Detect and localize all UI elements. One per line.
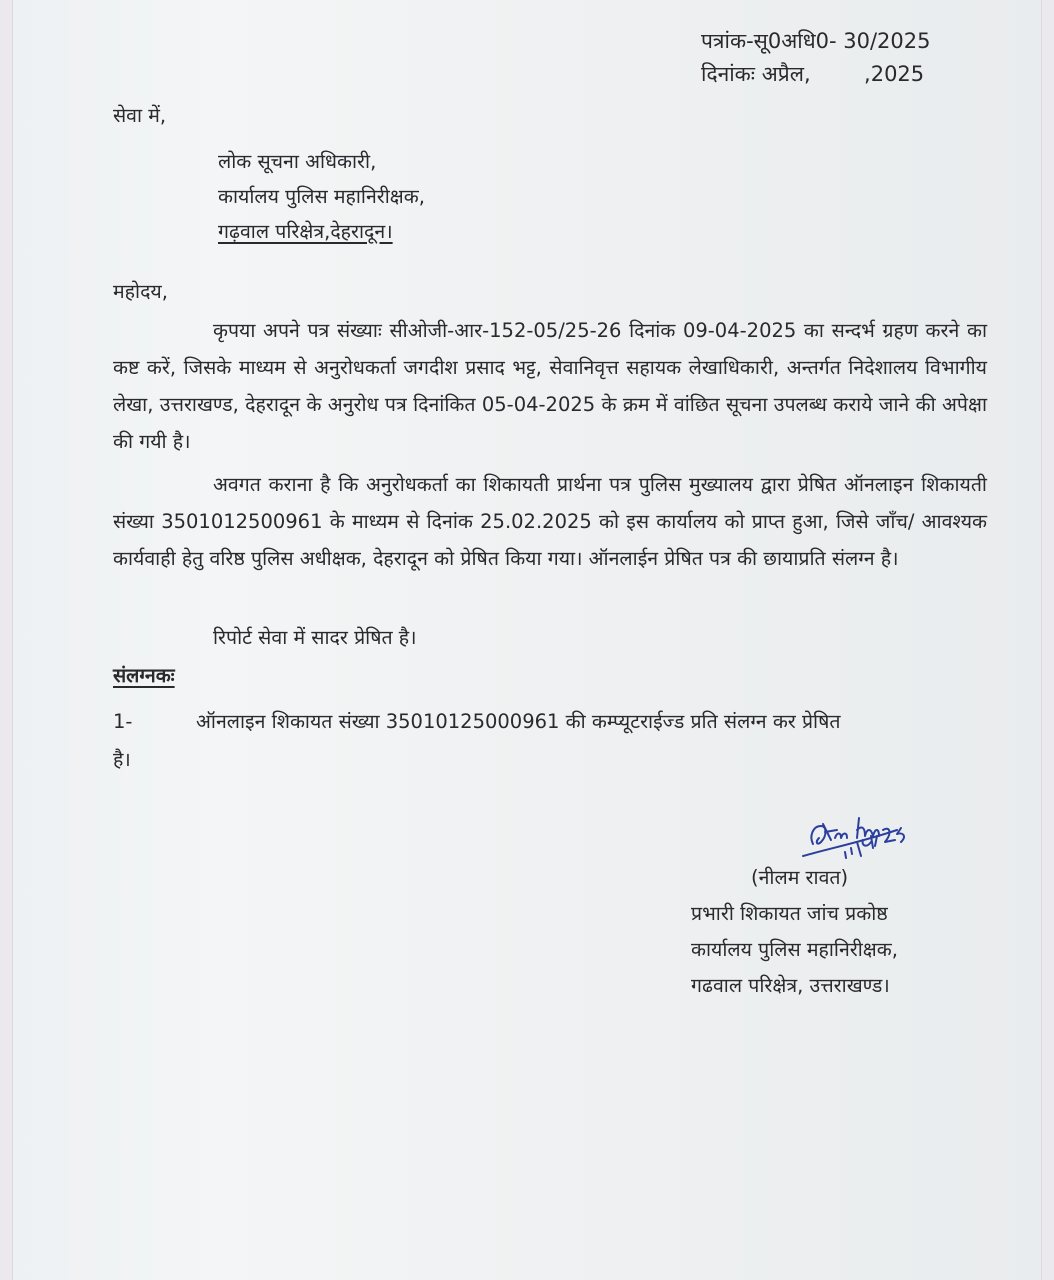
body-paragraph-1: कृपया अपने पत्र संख्याः सीओजी-आर-152-05/25-26 दिनांक 09-04-2025 का सन्दर्भ ग्रहण करने का कष्ट करें, जिसके माध्यम से अनुरोधकर्ता जगदीश प्रसाद भट्ट, सेवानिवृत्त सहायक लेखाधिकारी, अन्तर्गत निदेशालय विभागीय लेखा, उत्तराखण्ड, देहरादून के अनुरोध पत्र दिनांकित 05-04-2025 के क्रम में वांछित सूचना उपलब्ध कराये जाने की अपेक्षा की गयी है। — [113, 319, 987, 453]
recipient-line-3: गढ़वाल परिक्षेत्र,देहरादून। — [218, 220, 393, 243]
reference-number: पत्रांक-सू0अधि0- 30/2025 — [701, 29, 931, 53]
greeting: महोदय, — [113, 280, 168, 303]
enclosure-heading: संलग्नकः — [113, 664, 175, 687]
body-paragraph-3: रिपोर्ट सेवा में सादर प्रेषित है। — [213, 626, 417, 649]
recipient-line-2: कार्यालय पुलिस महानिरीक्षक, — [218, 185, 425, 208]
signatory-designation-1: प्रभारी शिकायत जांच प्रकोष्ठ — [691, 902, 888, 925]
reference-date: दिनांकः अप्रैल, ,2025 — [701, 62, 925, 86]
recipient-line-1: लोक सूचना अधिकारी, — [218, 150, 377, 173]
enclosure-item-text: ऑनलाइन शिकायत संख्या 35010125000961 की कम्प्यूटराईज्ड प्रति संलग्न कर प्रेषित — [196, 710, 841, 733]
salutation-to: सेवा में, — [113, 104, 167, 127]
enclosure-item-number: 1- — [113, 710, 133, 733]
signature-stroke — [857, 818, 879, 838]
letter-page — [13, 0, 1041, 1280]
signature-stroke — [811, 826, 825, 844]
signature-stroke — [823, 824, 847, 840]
signatory-designation-3: गढवाल परिक्षेत्र, उत्तराखण्ड। — [691, 974, 890, 997]
signatory-designation-2: कार्यालय पुलिस महानिरीक्षक, — [691, 938, 898, 961]
signatory-name: (नीलम रावत) — [751, 866, 849, 889]
enclosure-item-continuation: है। — [113, 748, 131, 771]
body-paragraph-2: अवगत कराना है कि अनुरोधकर्ता का शिकायती प्रार्थना पत्र पुलिस मुख्यालय द्वारा प्रेषित ऑनलाइन शिकायती संख्या 3501012500961 के माध्यम से दिनांक 25.02.2025 को इस कार्यालय को प्राप्त हुआ, जिसे जाँच/ आवश्यक कार्यवाही हेतु वरिष्ठ पुलिस अधीक्षक, देहरादून को प्रेषित किया गया। ऑनलाईन प्रेषित पत्र की छायाप्रति संलग्न है। — [113, 473, 987, 570]
